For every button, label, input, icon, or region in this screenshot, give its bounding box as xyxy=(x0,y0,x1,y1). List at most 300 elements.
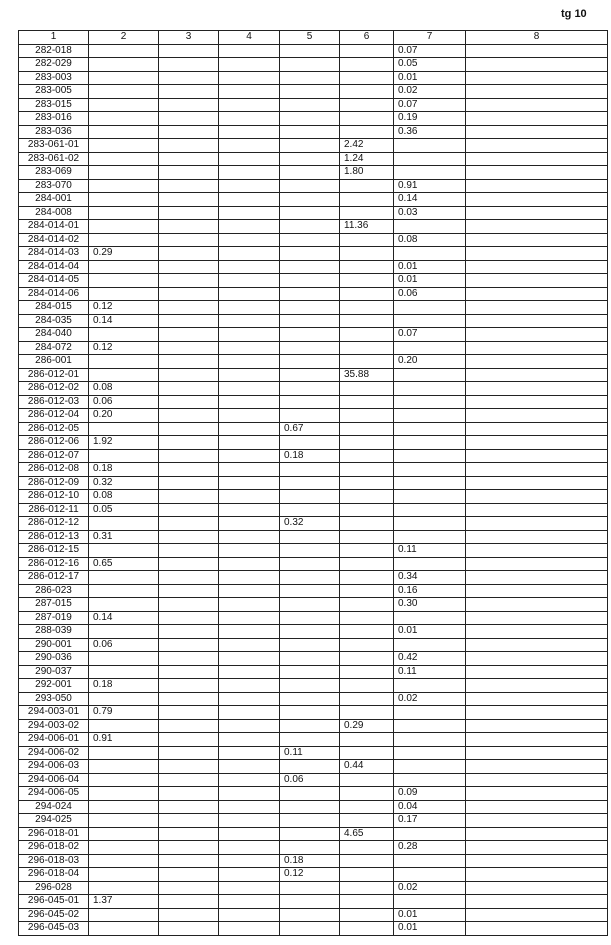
value-cell xyxy=(466,760,608,774)
value-cell xyxy=(340,814,394,828)
value-cell xyxy=(466,395,608,409)
row-id-cell: 286-012-15 xyxy=(19,544,89,558)
value-cell xyxy=(466,827,608,841)
value-cell xyxy=(394,409,466,423)
value-cell xyxy=(394,422,466,436)
value-cell xyxy=(159,301,219,315)
value-cell xyxy=(159,287,219,301)
value-cell xyxy=(394,706,466,720)
value-cell xyxy=(280,503,340,517)
value-cell xyxy=(394,760,466,774)
value-cell xyxy=(466,692,608,706)
value-cell: 0.16 xyxy=(394,584,466,598)
value-cell xyxy=(219,557,280,571)
value-cell xyxy=(219,881,280,895)
value-cell xyxy=(280,71,340,85)
table-row xyxy=(19,449,608,463)
row-id-cell: 284-015 xyxy=(19,301,89,315)
row-id-cell: 286-012-05 xyxy=(19,422,89,436)
table-row xyxy=(19,800,608,814)
value-cell xyxy=(340,476,394,490)
row-id-cell: 296-045-03 xyxy=(19,922,89,936)
value-cell xyxy=(280,206,340,220)
value-cell xyxy=(219,814,280,828)
value-cell xyxy=(89,544,159,558)
value-cell: 0.06 xyxy=(394,287,466,301)
value-cell xyxy=(219,125,280,139)
value-cell: 0.02 xyxy=(394,85,466,99)
value-cell xyxy=(159,719,219,733)
value-cell xyxy=(280,85,340,99)
value-cell xyxy=(159,746,219,760)
value-cell xyxy=(340,544,394,558)
value-cell xyxy=(219,611,280,625)
value-cell xyxy=(466,341,608,355)
value-cell xyxy=(280,706,340,720)
value-cell xyxy=(466,625,608,639)
value-cell xyxy=(219,652,280,666)
value-cell xyxy=(219,274,280,288)
value-cell xyxy=(219,71,280,85)
value-cell xyxy=(466,881,608,895)
value-cell xyxy=(219,152,280,166)
value-cell xyxy=(394,733,466,747)
value-cell xyxy=(89,193,159,207)
value-cell xyxy=(159,476,219,490)
value-cell xyxy=(394,827,466,841)
value-cell xyxy=(159,247,219,261)
value-cell xyxy=(89,625,159,639)
table-row xyxy=(19,287,608,301)
row-id-cell: 294-024 xyxy=(19,800,89,814)
value-cell xyxy=(466,274,608,288)
value-cell: 1.80 xyxy=(340,166,394,180)
value-cell xyxy=(159,800,219,814)
value-cell xyxy=(340,908,394,922)
value-cell xyxy=(280,665,340,679)
value-cell xyxy=(466,260,608,274)
value-cell: 4.65 xyxy=(340,827,394,841)
value-cell xyxy=(280,179,340,193)
value-cell: 0.04 xyxy=(394,800,466,814)
value-cell xyxy=(219,638,280,652)
value-cell xyxy=(394,314,466,328)
value-cell xyxy=(159,355,219,369)
value-cell xyxy=(466,868,608,882)
value-cell xyxy=(280,98,340,112)
value-cell xyxy=(159,139,219,153)
row-id-cell: 284-014-05 xyxy=(19,274,89,288)
value-cell xyxy=(280,409,340,423)
value-cell xyxy=(466,193,608,207)
row-id-cell: 283-015 xyxy=(19,98,89,112)
value-cell xyxy=(280,841,340,855)
value-cell xyxy=(219,827,280,841)
value-cell xyxy=(280,355,340,369)
value-cell xyxy=(280,625,340,639)
table-row xyxy=(19,841,608,855)
value-cell xyxy=(466,814,608,828)
value-cell: 0.07 xyxy=(394,44,466,58)
value-cell xyxy=(89,152,159,166)
value-cell xyxy=(159,530,219,544)
value-cell xyxy=(466,841,608,855)
table-row xyxy=(19,571,608,585)
value-cell xyxy=(159,395,219,409)
value-cell xyxy=(89,274,159,288)
value-cell xyxy=(466,301,608,315)
value-cell xyxy=(280,287,340,301)
value-cell xyxy=(219,139,280,153)
table-row xyxy=(19,98,608,112)
value-cell xyxy=(394,773,466,787)
row-id-cell: 283-003 xyxy=(19,71,89,85)
value-cell xyxy=(159,814,219,828)
table-row xyxy=(19,584,608,598)
value-cell: 0.34 xyxy=(394,571,466,585)
value-cell xyxy=(219,409,280,423)
row-id-cell: 286-023 xyxy=(19,584,89,598)
value-cell xyxy=(466,355,608,369)
value-cell: 0.06 xyxy=(89,395,159,409)
value-cell xyxy=(280,679,340,693)
table-row xyxy=(19,274,608,288)
value-cell: 0.11 xyxy=(394,544,466,558)
value-cell xyxy=(219,260,280,274)
value-cell xyxy=(394,382,466,396)
row-id-cell: 290-001 xyxy=(19,638,89,652)
value-cell: 2.42 xyxy=(340,139,394,153)
value-cell xyxy=(280,382,340,396)
value-cell xyxy=(159,58,219,72)
value-cell xyxy=(280,463,340,477)
row-id-cell: 294-006-01 xyxy=(19,733,89,747)
row-id-cell: 284-072 xyxy=(19,341,89,355)
table-row xyxy=(19,733,608,747)
value-cell xyxy=(466,247,608,261)
value-cell xyxy=(219,341,280,355)
value-cell xyxy=(340,922,394,936)
value-cell xyxy=(89,125,159,139)
row-id-cell: 286-012-09 xyxy=(19,476,89,490)
table-row xyxy=(19,44,608,58)
value-cell xyxy=(219,247,280,261)
row-id-cell: 286-012-11 xyxy=(19,503,89,517)
value-cell: 0.01 xyxy=(394,922,466,936)
value-cell xyxy=(394,854,466,868)
value-cell xyxy=(219,463,280,477)
value-cell xyxy=(159,112,219,126)
value-cell xyxy=(219,98,280,112)
value-cell xyxy=(466,287,608,301)
table-row xyxy=(19,922,608,936)
value-cell xyxy=(219,395,280,409)
table-row xyxy=(19,301,608,315)
value-cell xyxy=(89,746,159,760)
value-cell xyxy=(219,179,280,193)
value-cell xyxy=(89,166,159,180)
value-cell xyxy=(394,530,466,544)
value-cell xyxy=(466,557,608,571)
value-cell xyxy=(159,233,219,247)
value-cell xyxy=(159,503,219,517)
value-cell xyxy=(280,760,340,774)
value-cell xyxy=(219,530,280,544)
value-cell xyxy=(340,503,394,517)
value-cell xyxy=(466,517,608,531)
table-row xyxy=(19,827,608,841)
row-id-cell: 296-045-02 xyxy=(19,908,89,922)
value-cell xyxy=(466,787,608,801)
value-cell: 1.92 xyxy=(89,436,159,450)
value-cell: 0.91 xyxy=(394,179,466,193)
value-cell xyxy=(159,44,219,58)
table-row xyxy=(19,409,608,423)
value-cell: 0.20 xyxy=(394,355,466,369)
value-cell xyxy=(280,652,340,666)
value-cell xyxy=(394,166,466,180)
table-row xyxy=(19,85,608,99)
value-cell: 0.01 xyxy=(394,274,466,288)
value-cell xyxy=(159,436,219,450)
value-cell xyxy=(89,287,159,301)
value-cell xyxy=(340,868,394,882)
table-row xyxy=(19,476,608,490)
value-cell xyxy=(394,368,466,382)
table-row xyxy=(19,706,608,720)
value-cell xyxy=(340,314,394,328)
value-cell xyxy=(89,71,159,85)
value-cell xyxy=(466,719,608,733)
value-cell xyxy=(89,760,159,774)
value-cell xyxy=(280,193,340,207)
value-cell xyxy=(89,827,159,841)
value-cell xyxy=(280,58,340,72)
value-cell xyxy=(340,44,394,58)
value-cell xyxy=(466,598,608,612)
value-cell xyxy=(219,868,280,882)
value-cell xyxy=(89,692,159,706)
table-row xyxy=(19,692,608,706)
value-cell xyxy=(340,247,394,261)
value-cell xyxy=(159,854,219,868)
row-id-cell: 286-012-06 xyxy=(19,436,89,450)
value-cell xyxy=(466,503,608,517)
value-cell xyxy=(89,854,159,868)
value-cell xyxy=(466,733,608,747)
table-row xyxy=(19,908,608,922)
table-row xyxy=(19,760,608,774)
value-cell xyxy=(340,436,394,450)
value-cell xyxy=(340,301,394,315)
value-cell xyxy=(159,692,219,706)
value-cell xyxy=(340,571,394,585)
value-cell xyxy=(159,517,219,531)
value-cell xyxy=(280,571,340,585)
table-row xyxy=(19,814,608,828)
value-cell xyxy=(280,490,340,504)
value-cell xyxy=(280,220,340,234)
row-id-cell: 294-006-02 xyxy=(19,746,89,760)
value-cell xyxy=(159,665,219,679)
value-cell: 0.07 xyxy=(394,328,466,342)
table-row xyxy=(19,652,608,666)
column-header: 3 xyxy=(159,31,219,45)
row-id-cell: 284-014-04 xyxy=(19,260,89,274)
value-cell xyxy=(159,274,219,288)
value-cell xyxy=(280,314,340,328)
value-cell xyxy=(219,436,280,450)
value-cell xyxy=(219,922,280,936)
row-id-cell: 286-012-04 xyxy=(19,409,89,423)
table-row xyxy=(19,233,608,247)
table-row xyxy=(19,247,608,261)
value-cell xyxy=(280,125,340,139)
table-row xyxy=(19,895,608,909)
table-row xyxy=(19,665,608,679)
value-cell xyxy=(280,112,340,126)
value-cell xyxy=(219,206,280,220)
value-cell xyxy=(219,328,280,342)
value-cell xyxy=(219,517,280,531)
value-cell xyxy=(159,71,219,85)
value-cell xyxy=(219,854,280,868)
value-cell xyxy=(159,571,219,585)
value-cell xyxy=(340,517,394,531)
row-id-cell: 294-003-02 xyxy=(19,719,89,733)
value-cell xyxy=(280,328,340,342)
value-cell: 0.08 xyxy=(394,233,466,247)
value-cell xyxy=(340,490,394,504)
row-id-cell: 286-012-03 xyxy=(19,395,89,409)
table-row xyxy=(19,463,608,477)
value-cell xyxy=(219,841,280,855)
value-cell xyxy=(219,598,280,612)
value-cell xyxy=(89,139,159,153)
value-cell xyxy=(280,922,340,936)
value-cell xyxy=(89,881,159,895)
value-cell: 0.14 xyxy=(89,314,159,328)
value-cell xyxy=(340,895,394,909)
value-cell xyxy=(466,152,608,166)
row-id-cell: 290-037 xyxy=(19,665,89,679)
row-id-cell: 290-036 xyxy=(19,652,89,666)
row-id-cell: 284-014-03 xyxy=(19,247,89,261)
value-cell xyxy=(219,800,280,814)
value-cell xyxy=(89,652,159,666)
value-cell xyxy=(280,557,340,571)
value-cell xyxy=(280,530,340,544)
value-cell xyxy=(89,233,159,247)
value-cell xyxy=(340,557,394,571)
row-id-cell: 288-039 xyxy=(19,625,89,639)
row-id-cell: 294-006-05 xyxy=(19,787,89,801)
value-cell xyxy=(89,328,159,342)
column-header: 1 xyxy=(19,31,89,45)
value-cell xyxy=(159,733,219,747)
value-cell xyxy=(159,868,219,882)
value-cell xyxy=(340,773,394,787)
value-cell: 0.18 xyxy=(280,449,340,463)
value-cell xyxy=(466,490,608,504)
value-cell xyxy=(466,220,608,234)
row-id-cell: 286-012-10 xyxy=(19,490,89,504)
value-cell xyxy=(159,328,219,342)
table-row xyxy=(19,139,608,153)
value-cell xyxy=(219,220,280,234)
table-row xyxy=(19,395,608,409)
value-cell xyxy=(89,598,159,612)
value-cell: 11.36 xyxy=(340,220,394,234)
value-cell xyxy=(466,233,608,247)
table-row xyxy=(19,503,608,517)
table-row xyxy=(19,773,608,787)
value-cell xyxy=(159,85,219,99)
value-cell xyxy=(89,85,159,99)
value-cell xyxy=(466,773,608,787)
value-cell xyxy=(219,166,280,180)
value-cell: 0.11 xyxy=(394,665,466,679)
table-row xyxy=(19,368,608,382)
value-cell xyxy=(159,490,219,504)
value-cell xyxy=(280,719,340,733)
value-cell xyxy=(219,85,280,99)
value-cell xyxy=(340,355,394,369)
value-cell xyxy=(219,287,280,301)
value-cell xyxy=(466,98,608,112)
value-cell xyxy=(159,422,219,436)
table-row xyxy=(19,881,608,895)
value-cell xyxy=(219,679,280,693)
value-cell xyxy=(394,247,466,261)
value-cell xyxy=(340,746,394,760)
value-cell xyxy=(466,85,608,99)
value-cell xyxy=(340,652,394,666)
row-id-cell: 286-012-01 xyxy=(19,368,89,382)
value-cell xyxy=(280,895,340,909)
row-id-cell: 294-006-04 xyxy=(19,773,89,787)
value-cell xyxy=(89,841,159,855)
value-cell xyxy=(159,881,219,895)
value-cell xyxy=(340,233,394,247)
table-body xyxy=(19,44,608,935)
value-cell xyxy=(89,665,159,679)
value-cell: 0.17 xyxy=(394,814,466,828)
value-cell xyxy=(466,665,608,679)
value-cell: 1.37 xyxy=(89,895,159,909)
value-cell xyxy=(466,530,608,544)
value-cell: 0.02 xyxy=(394,881,466,895)
value-cell xyxy=(466,179,608,193)
value-cell: 0.01 xyxy=(394,260,466,274)
value-cell: 0.06 xyxy=(280,773,340,787)
value-cell xyxy=(219,490,280,504)
row-id-cell: 286-012-16 xyxy=(19,557,89,571)
value-cell xyxy=(280,800,340,814)
value-cell xyxy=(340,800,394,814)
value-cell xyxy=(340,733,394,747)
value-cell xyxy=(394,679,466,693)
value-cell xyxy=(340,463,394,477)
value-cell: 0.79 xyxy=(89,706,159,720)
value-cell: 0.08 xyxy=(89,490,159,504)
page-number-label: tg 10 xyxy=(561,8,587,20)
value-cell xyxy=(466,112,608,126)
value-cell: 0.12 xyxy=(89,341,159,355)
value-cell xyxy=(394,220,466,234)
value-cell xyxy=(340,395,394,409)
value-cell: 0.67 xyxy=(280,422,340,436)
